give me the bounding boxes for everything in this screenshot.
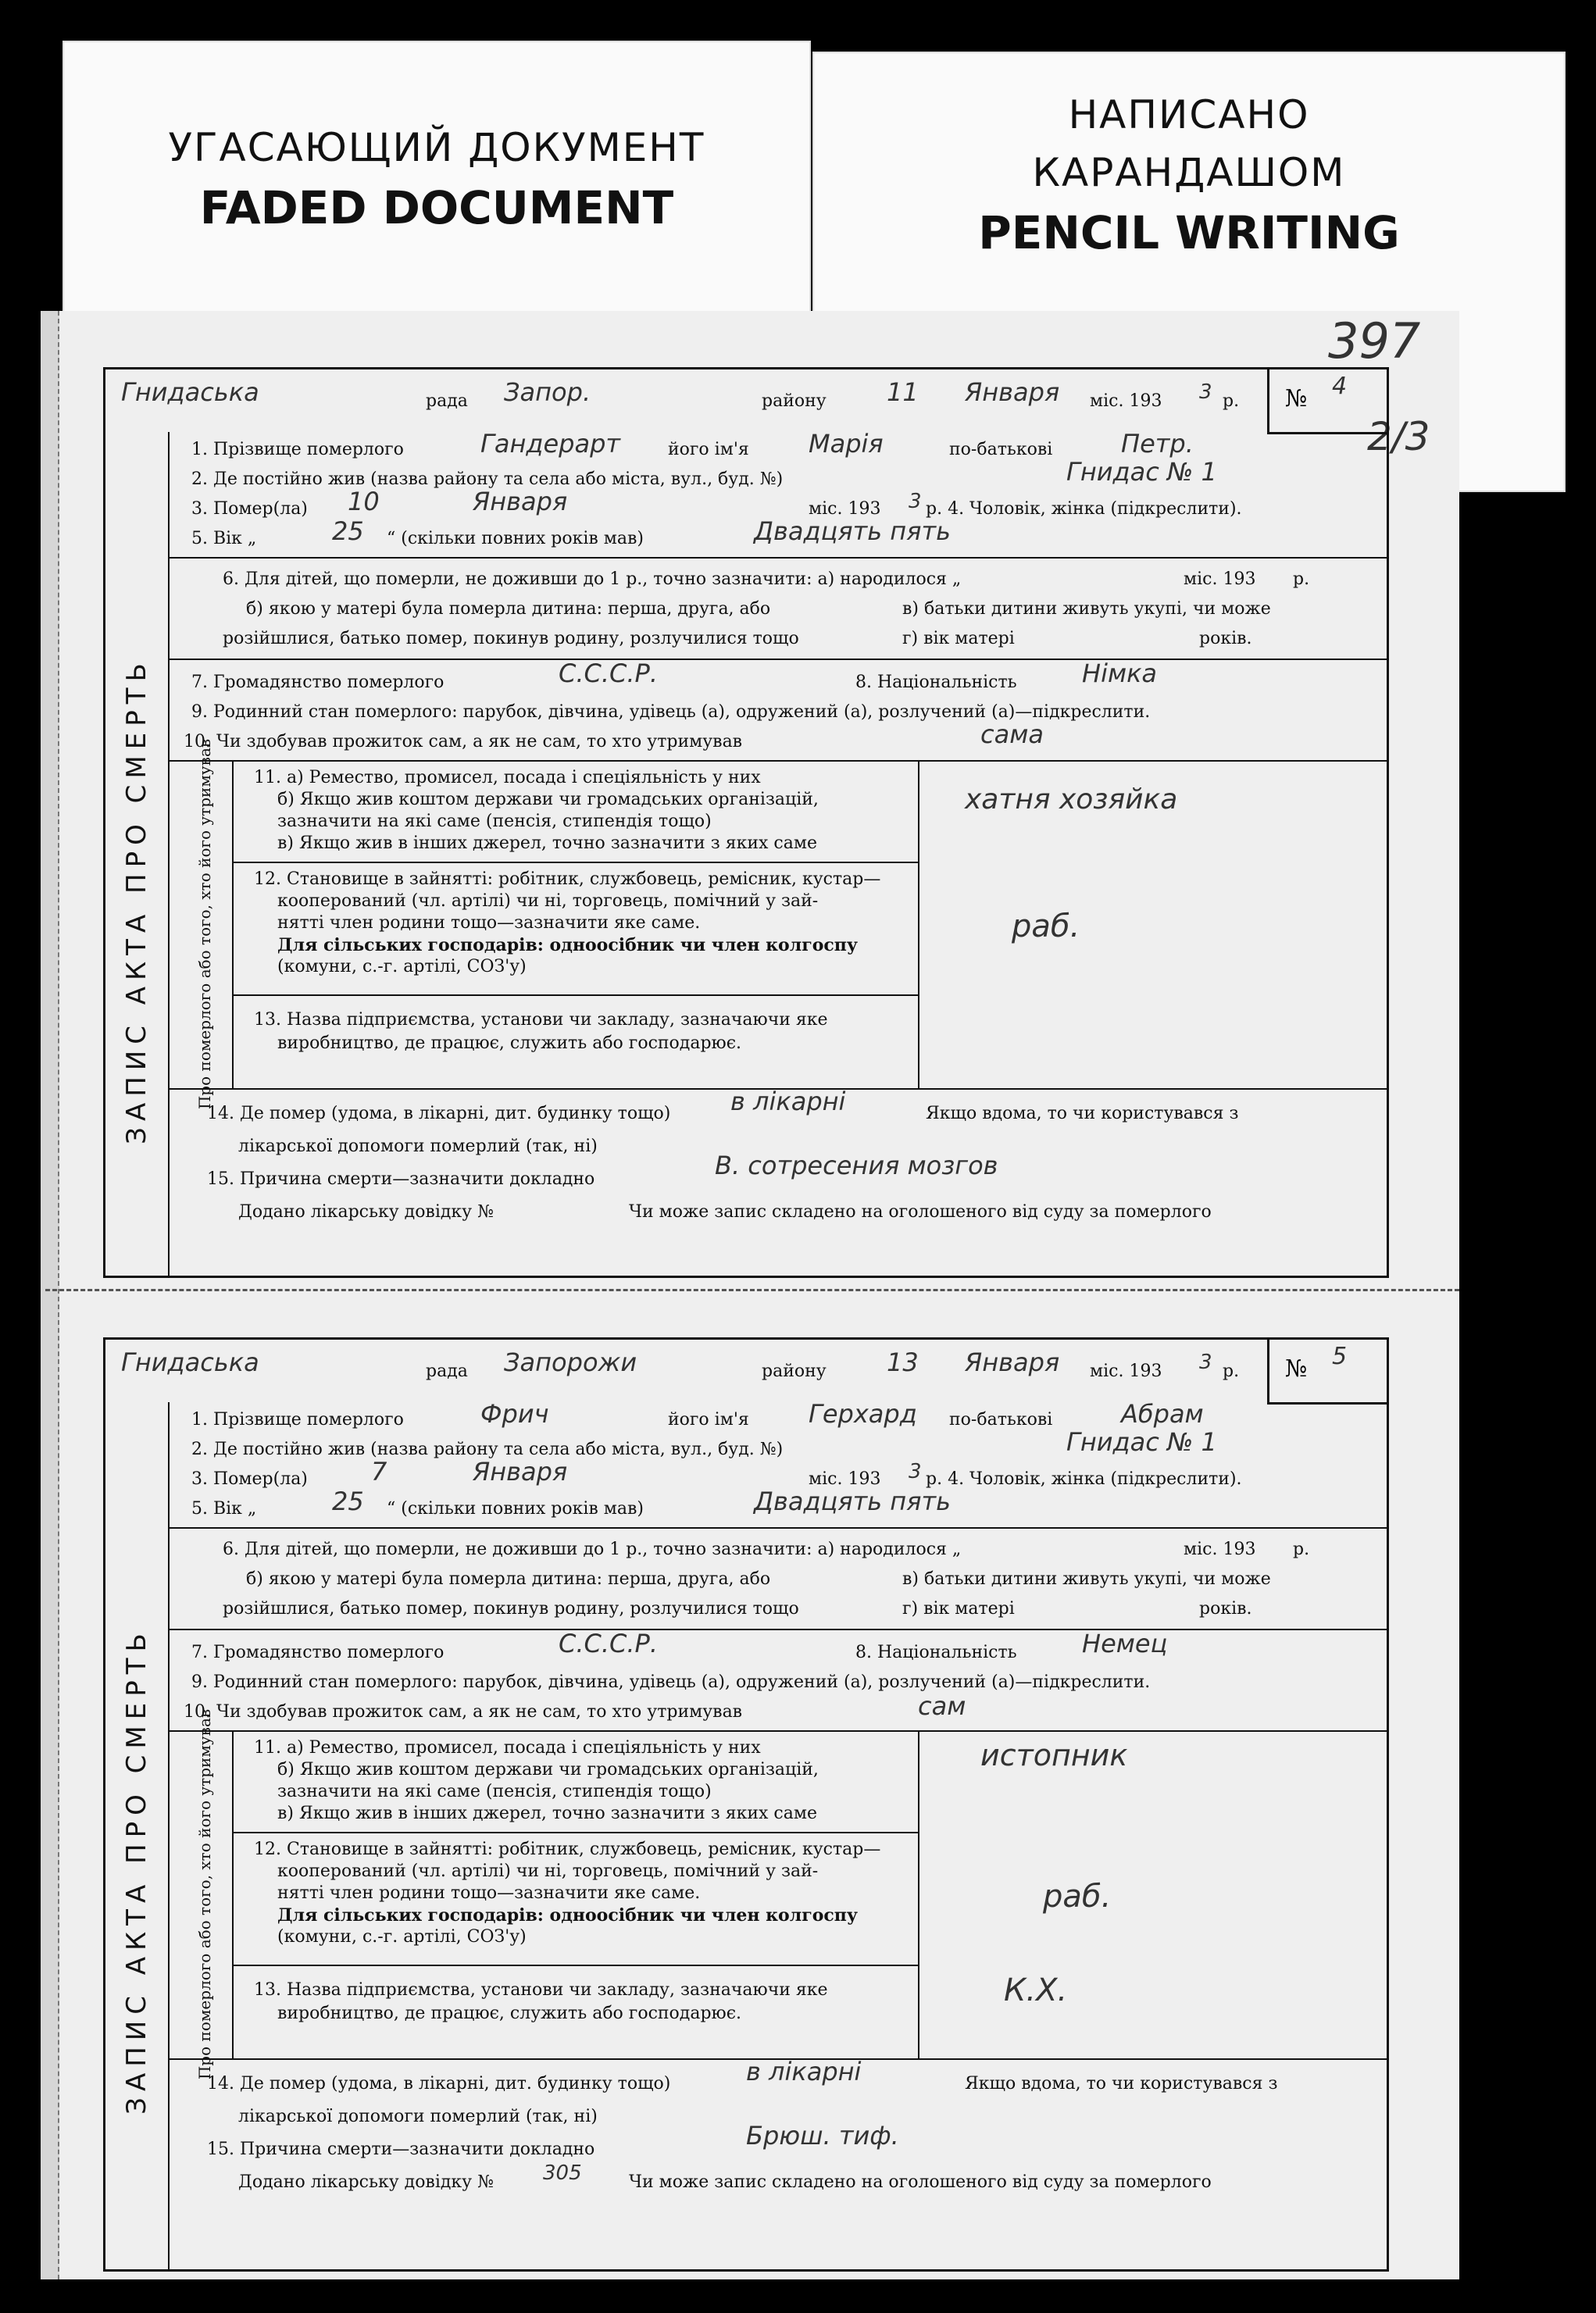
label-mis: міс. 193 bbox=[1090, 391, 1162, 411]
label-children-mis: міс. 193 bbox=[1184, 569, 1256, 589]
died-day: 7 bbox=[371, 1457, 387, 1487]
support-value: сам bbox=[918, 1691, 966, 1721]
label-position-b: кооперований (чл. артілі) чи ні, торговець, помічний у зай- bbox=[277, 891, 819, 911]
label-children-a: 6. Для дітей, що померли, не доживши до 1 р., точно зазначити: а) народилося „ bbox=[223, 1540, 962, 1559]
citizenship-value: С.С.С.Р. bbox=[559, 1629, 659, 1658]
label-children-b: б) якою у матері була померла дитина: перша, друга, або bbox=[246, 1569, 771, 1589]
label-address: 2. Де постійно жив (назва району та села або міста, вул., буд. №) bbox=[191, 1440, 784, 1459]
label-court: Чи може запис складено на оголошеного від суду за померлого bbox=[629, 1202, 1212, 1222]
label-position-a: 12. Становище в зайнятті: робітник, службовець, ремісник, кустар— bbox=[254, 1840, 881, 1859]
label-surname: 1. Прізвище померлого bbox=[191, 1410, 404, 1430]
label-certificate: Додано лікарську довідку № bbox=[238, 2172, 494, 2192]
label-citizenship: 7. Громадянство померлого bbox=[191, 673, 445, 692]
row-divider bbox=[168, 557, 1387, 559]
label-r: р. bbox=[1223, 1362, 1240, 1381]
label-mother-age: г) вік матері bbox=[902, 1599, 1015, 1619]
sub-side-title: Про померлого або того, хто його утримував bbox=[195, 738, 214, 1110]
label-nationality: 8. Національність bbox=[855, 1643, 1017, 1662]
label-age-note: “ (скільки повних років мав) bbox=[387, 1499, 644, 1519]
age-words-value: Двадцять пять bbox=[754, 1487, 951, 1516]
label-children-r: р. bbox=[1293, 1540, 1310, 1559]
label-position-b: кооперований (чл. артілі) чи ні, торговець, помічний у зай- bbox=[277, 1861, 819, 1881]
side-column bbox=[105, 534, 168, 1268]
council-name: Гнидаська bbox=[121, 377, 259, 407]
side-divider bbox=[168, 1402, 170, 2269]
sub-side-column bbox=[177, 1708, 234, 2080]
pencil-label-ru-2: КАРАНДАШОМ bbox=[1032, 150, 1346, 195]
support-value: сама bbox=[980, 719, 1044, 749]
label-address: 2. Де постійно жив (назва району та села або міста, вул., буд. №) bbox=[191, 469, 784, 489]
label-court: Чи може запис складено на оголошеного від суду за померлого bbox=[629, 2172, 1212, 2192]
label-support: 10. Чи здобував прожиток сам, а як не сам, то хто утримував bbox=[184, 1702, 743, 1722]
label-died: 3. Помер(ла) bbox=[191, 1469, 308, 1489]
label-age: 5. Вік „ bbox=[191, 529, 257, 548]
sub-side-column bbox=[177, 738, 234, 1110]
label-rayonu: району bbox=[762, 1362, 827, 1381]
name-value: Герхард bbox=[809, 1399, 917, 1429]
nationality-value: Німка bbox=[1082, 659, 1158, 688]
label-mis: міс. 193 bbox=[1090, 1362, 1162, 1381]
sub-side-title: Про померлого або того, хто його утримував bbox=[195, 1708, 214, 2080]
label-died-mis: міс. 193 bbox=[809, 499, 881, 519]
died-year-digit: 3 bbox=[909, 490, 922, 513]
label-age-note: “ (скільки повних років мав) bbox=[387, 529, 644, 548]
label-citizenship: 7. Громадянство померлого bbox=[191, 1643, 445, 1662]
label-employer-b: виробництво, де працює, служить або господарює. bbox=[277, 1033, 742, 1053]
record-day: 11 bbox=[887, 377, 919, 407]
label-surname: 1. Прізвище померлого bbox=[191, 440, 404, 459]
label-support: 10. Чи здобував прожиток сам, а як не сам, то хто утримував bbox=[184, 732, 743, 751]
district-name: Запорожи bbox=[504, 1347, 637, 1377]
label-position-e: (комуни, с.-г. артілі, СОЗ'у) bbox=[277, 1927, 527, 1947]
label-occupation-c: зазначити на які саме (пенсія, стипендія тощо) bbox=[277, 1782, 712, 1801]
age-words-value: Двадцять пять bbox=[754, 516, 951, 546]
occupation-value: хатня хозяйка bbox=[965, 783, 1178, 816]
citizenship-value: С.С.С.Р. bbox=[559, 659, 659, 688]
label-name: його ім'я bbox=[668, 1410, 749, 1430]
death-record-form-1 bbox=[103, 367, 1389, 1278]
label-certificate: Додано лікарську довідку № bbox=[238, 1202, 494, 1222]
position-value: раб. bbox=[1043, 1879, 1112, 1915]
label-rayonu: району bbox=[762, 391, 827, 411]
label-employer-a: 13. Назва підприємства, установи чи закладу, зазначаючи яке bbox=[254, 1010, 828, 1030]
number-sign: № bbox=[1285, 385, 1308, 412]
label-mother-age: г) вік матері bbox=[902, 629, 1015, 648]
label-children-c: розійшлися, батько помер, покинув родину, розлучилися тощо bbox=[223, 1599, 799, 1619]
row-divider bbox=[168, 1527, 1387, 1529]
position-value: раб. bbox=[1012, 908, 1080, 944]
label-position-e: (комуни, с.-г. артілі, СОЗ'у) bbox=[277, 957, 527, 976]
row-divider bbox=[168, 1629, 1387, 1630]
record-month: Января bbox=[965, 1347, 1060, 1377]
record-year-digit: 3 bbox=[1199, 1351, 1212, 1374]
age-value: 25 bbox=[332, 516, 364, 546]
record-number-box bbox=[1267, 369, 1387, 434]
label-died: 3. Помер(ла) bbox=[191, 499, 308, 519]
label-nationality: 8. Національність bbox=[855, 673, 1017, 692]
patronymic-value: Петр. bbox=[1121, 429, 1194, 459]
died-month: Января bbox=[473, 1457, 568, 1487]
label-home: Якщо вдома, то чи користувався з bbox=[926, 1104, 1239, 1123]
side-column bbox=[105, 1504, 168, 2238]
label-occupation-d: в) Якщо жив в інших джерел, точно зазначити з яких саме bbox=[277, 833, 817, 853]
label-children-b: б) якою у матері була померла дитина: перша, друга, або bbox=[246, 599, 771, 619]
label-place: 14. Де помер (удома, в лікарні, дит. будинку тощо) bbox=[207, 2074, 671, 2093]
sub-row-divider bbox=[232, 862, 918, 863]
died-day: 10 bbox=[348, 487, 380, 516]
label-employer-b: виробництво, де працює, служить або господарює. bbox=[277, 2004, 742, 2023]
side-title: ЗАПИС АКТА ПРО СМЕРТЬ bbox=[121, 1627, 152, 2115]
council-name: Гнидаська bbox=[121, 1347, 259, 1377]
label-medical-help: лікарської допомоги померлий (так, ні) bbox=[238, 2107, 598, 2126]
record-number: 5 bbox=[1332, 1343, 1348, 1370]
label-years: років. bbox=[1199, 629, 1252, 648]
cause-value: В. сотресения мозгов bbox=[715, 1151, 998, 1180]
label-position-a: 12. Становище в зайнятті: робітник, службовець, ремісник, кустар— bbox=[254, 869, 881, 889]
sub-row-divider bbox=[232, 1965, 918, 1966]
record-number-box bbox=[1267, 1340, 1387, 1405]
patronymic-value: Абрам bbox=[1121, 1399, 1204, 1429]
label-patronymic: по-батькові bbox=[949, 1410, 1053, 1430]
label-patronymic: по-батькові bbox=[949, 440, 1053, 459]
record-day: 13 bbox=[887, 1347, 919, 1377]
label-name: його ім'я bbox=[668, 440, 749, 459]
label-place: 14. Де помер (удома, в лікарні, дит. будинку тощо) bbox=[207, 1104, 671, 1123]
side-title: ЗАПИС АКТА ПРО СМЕРТЬ bbox=[121, 657, 152, 1144]
place-value: в лікарні bbox=[730, 1087, 846, 1116]
label-medical-help: лікарської допомоги померлий (так, ні) bbox=[238, 1137, 598, 1156]
row-divider bbox=[168, 760, 1387, 762]
address-value: Гнидас № 1 bbox=[1066, 457, 1217, 487]
employer-value: К.Х. bbox=[1004, 1972, 1068, 2008]
died-year-digit: 3 bbox=[909, 1460, 922, 1483]
label-children-v: в) батьки дитини живуть укупі, чи може bbox=[902, 599, 1271, 619]
label-occupation-c: зазначити на які саме (пенсія, стипендія тощо) bbox=[277, 812, 712, 831]
label-children-c: розійшлися, батько помер, покинув родину, розлучилися тощо bbox=[223, 629, 799, 648]
record-year-digit: 3 bbox=[1199, 380, 1212, 404]
label-position-c: нятті член родини тощо—зазначити яке саме. bbox=[277, 1883, 701, 1903]
label-sex: р. 4. Чоловік, жінка (підкреслити). bbox=[926, 499, 1242, 519]
name-value: Марія bbox=[809, 429, 884, 459]
label-cause: 15. Причина смерти—зазначити докладно bbox=[207, 2140, 595, 2159]
faded-label-ru: УГАСАЮЩИЙ ДОКУМЕНТ bbox=[168, 125, 705, 170]
label-position-c: нятті член родини тощо—зазначити яке саме. bbox=[277, 913, 701, 933]
label-children-r: р. bbox=[1293, 569, 1310, 589]
label-r: р. bbox=[1223, 391, 1240, 411]
label-sex: р. 4. Чоловік, жінка (підкреслити). bbox=[926, 1469, 1242, 1489]
surname-value: Фрич bbox=[480, 1399, 549, 1429]
certificate-value: 305 bbox=[543, 2161, 582, 2185]
surname-value: Гандерарт bbox=[480, 429, 621, 459]
sub-row-divider bbox=[232, 1832, 918, 1833]
label-occupation-b: б) Якщо жив коштом держави чи громадських організацій, bbox=[277, 1760, 819, 1779]
faded-label-en: FADED DOCUMENT bbox=[199, 181, 674, 234]
sheet-sub-number: 2/3 bbox=[1367, 414, 1430, 459]
died-month: Января bbox=[473, 487, 568, 516]
record-number: 4 bbox=[1332, 373, 1348, 400]
label-employer-a: 13. Назва підприємства, установи чи закладу, зазначаючи яке bbox=[254, 1980, 828, 2000]
pencil-label-ru-1: НАПИСАНО bbox=[1068, 92, 1310, 137]
binding-edge bbox=[41, 311, 59, 2279]
label-marital: 9. Родинний стан померлого: парубок, дівчина, удівець (а), одружений (а), розлучений (а)—підкреслити. bbox=[191, 702, 1151, 722]
death-record-form-2 bbox=[103, 1337, 1389, 2272]
age-value: 25 bbox=[332, 1487, 364, 1516]
label-occupation-a: 11. а) Ремество, промисел, посада і спеціяльність у них bbox=[254, 768, 761, 787]
district-name: Запор. bbox=[504, 377, 591, 407]
answer-divider bbox=[918, 1730, 919, 2058]
label-cause: 15. Причина смерти—зазначити докладно bbox=[207, 1169, 595, 1189]
label-children-v: в) батьки дитини живуть укупі, чи може bbox=[902, 1569, 1271, 1589]
label-age: 5. Вік „ bbox=[191, 1499, 257, 1519]
label-children-a: 6. Для дітей, що померли, не доживши до 1 р., точно зазначити: а) народилося „ bbox=[223, 569, 962, 589]
label-marital: 9. Родинний стан померлого: парубок, дівчина, удівець (а), одружений (а), розлучений (а)—підкреслити. bbox=[191, 1672, 1151, 1692]
label-home: Якщо вдома, то чи користувався з bbox=[965, 2074, 1278, 2093]
address-value: Гнидас № 1 bbox=[1066, 1427, 1217, 1457]
faded-document-label bbox=[62, 41, 811, 316]
number-sign: № bbox=[1285, 1355, 1308, 1383]
answer-divider bbox=[918, 760, 919, 1088]
cut-line bbox=[45, 1289, 1459, 1291]
nationality-value: Немец bbox=[1082, 1629, 1168, 1658]
label-died-mis: міс. 193 bbox=[809, 1469, 881, 1489]
sheet-number: 397 bbox=[1328, 312, 1421, 369]
record-month: Января bbox=[965, 377, 1060, 407]
label-years: років. bbox=[1199, 1599, 1252, 1619]
label-position-d: Для сільських господарів: одноосібник чи член колгоспу bbox=[277, 1905, 858, 1926]
label-rada: рада bbox=[426, 1362, 468, 1381]
label-position-d: Для сільських господарів: одноосібник чи член колгоспу bbox=[277, 935, 858, 955]
sub-row-divider bbox=[232, 994, 918, 996]
pencil-label-en: PENCIL WRITING bbox=[978, 206, 1400, 259]
label-occupation-a: 11. а) Ремество, промисел, посада і спеціяльність у них bbox=[254, 1738, 761, 1758]
side-divider bbox=[168, 432, 170, 1276]
label-children-mis: міс. 193 bbox=[1184, 1540, 1256, 1559]
occupation-value: истопник bbox=[980, 1738, 1128, 1772]
cause-value: Брюш. тиф. bbox=[746, 2121, 899, 2151]
row-divider bbox=[168, 1730, 1387, 1732]
label-occupation-b: б) Якщо жив коштом держави чи громадських організацій, bbox=[277, 790, 819, 809]
place-value: в лікарні bbox=[746, 2057, 862, 2086]
label-occupation-d: в) Якщо жив в інших джерел, точно зазначити з яких саме bbox=[277, 1804, 817, 1823]
label-rada: рада bbox=[426, 391, 468, 411]
row-divider bbox=[168, 659, 1387, 660]
